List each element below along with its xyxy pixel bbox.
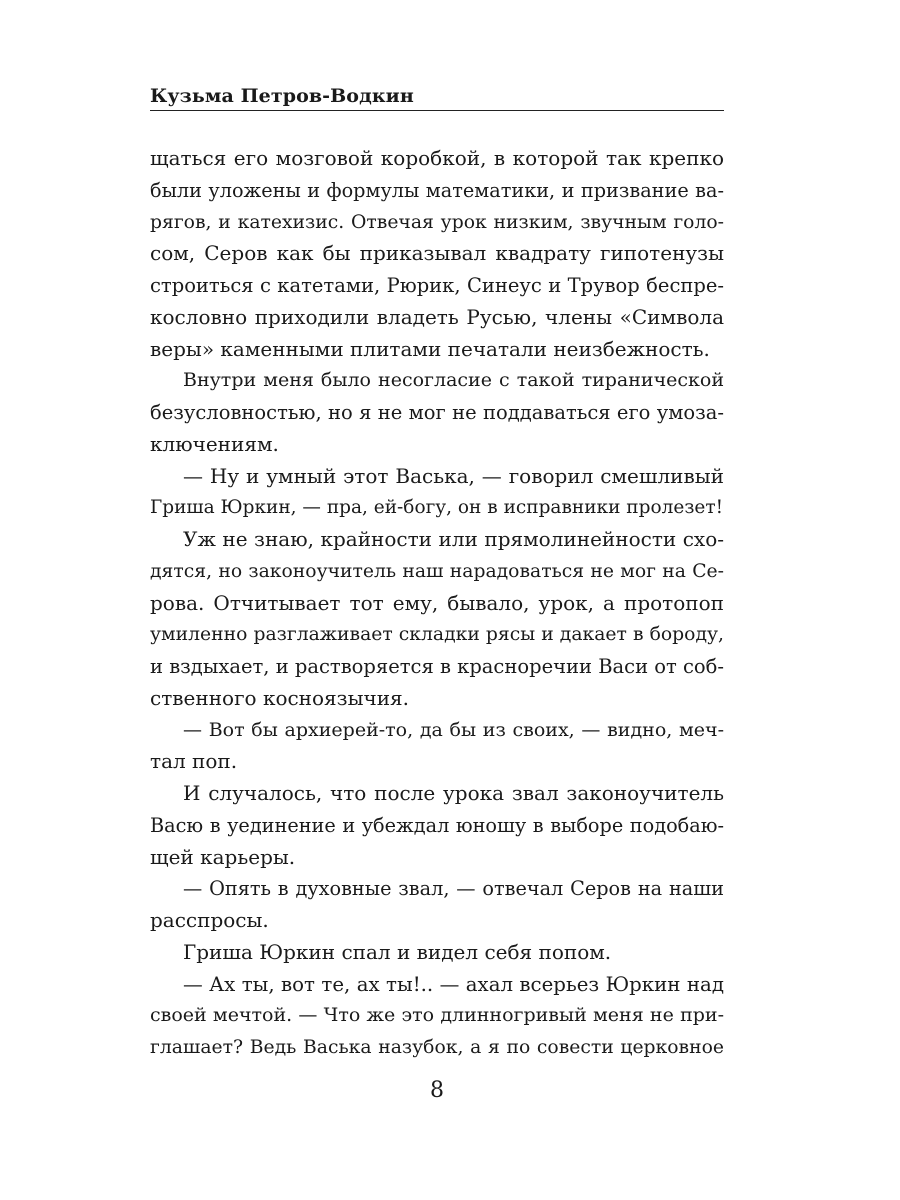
text-line: Гриша Юркин, — пра, ей-богу, он в исправники пролезет! xyxy=(150,497,724,519)
text-line: Васю в уединение и убеждал юношу в выборе подобаю- xyxy=(150,813,724,837)
text-line: щей карьеры. xyxy=(150,844,296,869)
text-line: веры» каменными плитами печатали неизбежность. xyxy=(150,336,710,361)
text-line: Гриша Юркин спал и видел себя попом. xyxy=(183,939,612,964)
book-page xyxy=(150,0,724,1200)
page-number: 8 xyxy=(430,1078,444,1103)
text-line: ственного косноязычия. xyxy=(150,685,410,710)
text-line: рягов, и катехизис. Отвечая урок низким, звучным голо- xyxy=(150,211,724,233)
text-line: кословно приходили владеть Русью, члены «Символа xyxy=(150,304,724,329)
text-line: и вздыхает, и растворяется в красноречии Васи от соб- xyxy=(150,655,724,678)
text-line: — Ах ты, вот те, ах ты!.. — ахал всерьез Юркин над xyxy=(183,972,724,996)
text-line: рова. Отчитывает тот ему, бывало, урок, а протопоп xyxy=(150,590,724,615)
text-line: были уложены и формулы математики, и призвание ва- xyxy=(150,178,724,202)
text-line: Уж не знаю, крайности или прямолинейности схо- xyxy=(183,527,724,551)
text-line: безусловностью, но я не мог не поддаваться его умоза- xyxy=(150,401,724,424)
text-line: тал поп. xyxy=(150,749,238,774)
body-text xyxy=(150,143,724,1064)
text-line: — Ну и умный этот Васька, — говорил смешливый xyxy=(183,463,724,488)
text-line: умиленно разглаживает складки рясы и дакает в бороду, xyxy=(150,624,724,646)
text-line: сом, Серов как бы приказывал квадрату гипотенузы xyxy=(150,241,724,266)
text-line: Внутри меня было несогласие с такой тиранической xyxy=(183,369,724,392)
text-line: — Вот бы архиерей-то, да бы из своих, — видно, меч- xyxy=(183,718,724,741)
running-head: Кузьма Петров-Водкин xyxy=(150,85,414,107)
text-line: своей мечтой. — Что же это длинногривый меня не при- xyxy=(150,1004,724,1027)
text-line: расспросы. xyxy=(150,908,269,932)
text-line: — Опять в духовные звал, — отвечал Серов на наши xyxy=(183,877,724,901)
text-line: дятся, но законоучитель наш нарадоваться не мог на Се- xyxy=(150,560,724,582)
text-line: глашает? Ведь Васька назубок, а я по совести церковное xyxy=(150,1037,724,1058)
text-line: И случалось, что после урока звал законоучитель xyxy=(183,781,724,805)
text-line: ключениям. xyxy=(150,431,279,456)
text-line: щаться его мозговой коробкой, в которой так крепко xyxy=(150,146,724,170)
text-line: строиться с катетами, Рюрик, Синеус и Трувор беспре- xyxy=(150,274,724,297)
header-rule xyxy=(150,110,724,111)
